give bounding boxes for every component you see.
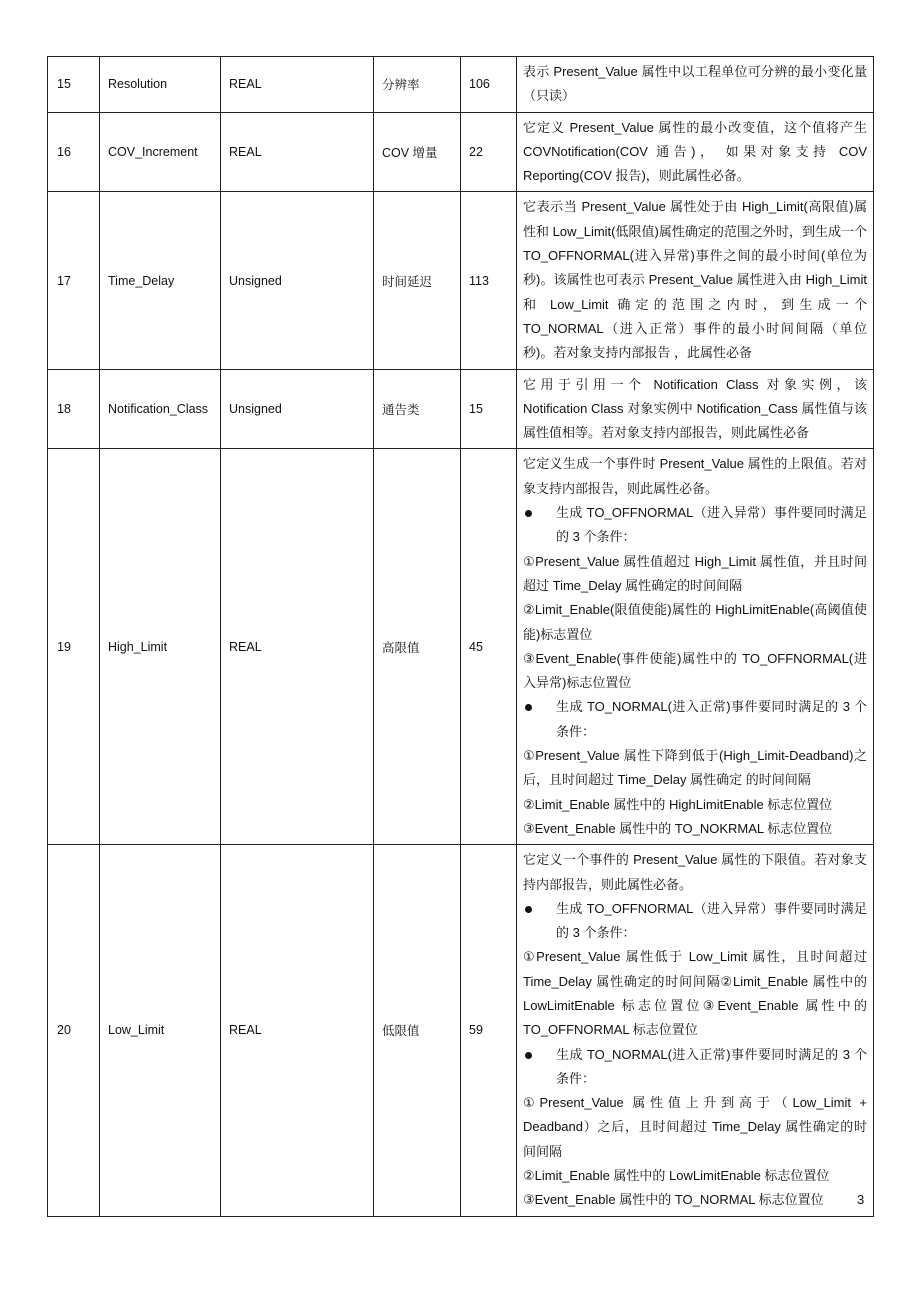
- property-number-cell: 17: [48, 192, 100, 369]
- table-body: [48, 57, 874, 1217]
- property-name-cell: Notification_Class: [100, 369, 221, 449]
- property-id-cell: 45: [461, 449, 517, 845]
- description-bullet-item: 生成 TO_NORMAL(进入正常)事件要同时满足的 3 个条件：: [523, 695, 867, 744]
- description-paragraph: ②Limit_Enable 属性中的 LowLimitEnable 标志位置位: [523, 1168, 830, 1184]
- description-paragraph: ①Present_Value 属性值超过 High_Limit 属性值，并且时间超过 Time_Delay 属性确定的时间间隔: [523, 553, 867, 593]
- property-description-cell: [517, 369, 874, 449]
- property-datatype-cell: REAL: [221, 57, 374, 113]
- table-row: [48, 845, 874, 1216]
- property-description-cell: [517, 192, 874, 369]
- property-number-cell: 15: [48, 57, 100, 113]
- table-row: [48, 449, 874, 845]
- property-number-cell: 16: [48, 112, 100, 192]
- property-id-cell: 15: [461, 369, 517, 449]
- property-datatype-cell: Unsigned: [221, 192, 374, 369]
- property-id-cell: 106: [461, 57, 517, 113]
- description-paragraph: ①Present_Value 属性低于 Low_Limit 属性，且时间超过 Time_Delay 属性确定的时间间隔②Limit_Enable 属性中的 LowLimitEnable 标志位置位③Event_Enable 属性中的 TO_OFFNORMAL 标志位置位: [523, 949, 867, 1038]
- property-number-cell: 20: [48, 845, 100, 1216]
- description-paragraph: 表示 Present_Value 属性中以工程单位可分辨的最小变化量（只读）: [523, 64, 867, 104]
- description-bullet-item: 生成 TO_OFFNORMAL（进入异常）事件要同时满足的 3 个条件：: [523, 897, 867, 946]
- description-paragraph: 它定义一个事件的 Present_Value 属性的下限值。若对象支持内部报告，则此属性必备。: [523, 852, 867, 892]
- property-chinese-name-cell: 低限值: [374, 845, 461, 1216]
- property-name-cell: COV_Increment: [100, 112, 221, 192]
- description-paragraph: ②Limit_Enable 属性中的 HighLimitEnable 标志位置位: [523, 796, 833, 812]
- property-id-cell: 113: [461, 192, 517, 369]
- property-description-cell: [517, 57, 874, 113]
- description-paragraph: 它用于引用一个 Notification Class 对象实例，该 Notification Class 对象实例中 Notification_Cass 属性值与该属性值相等。若对象支持内部报告，则此属性必备: [523, 376, 867, 441]
- description-bullet-item: 生成 TO_OFFNORMAL（进入异常）事件要同时满足的 3 个条件：: [523, 501, 867, 550]
- description-paragraph: ①Present_Value 属性值上升到高于（Low_Limit + Deadband）之后，且时间超过 Time_Delay 属性确定的时间间隔: [523, 1095, 867, 1159]
- property-name-cell: Resolution: [100, 57, 221, 113]
- property-number-cell: 18: [48, 369, 100, 449]
- property-chinese-name-cell: 通告类: [374, 369, 461, 449]
- description-paragraph: ③Event_Enable 属性中的 TO_NORMAL 标志位置位: [523, 1192, 824, 1208]
- table-row: [48, 57, 874, 113]
- description-bullet-item: 生成 TO_NORMAL(进入正常)事件要同时满足的 3 个条件：: [523, 1043, 867, 1092]
- table-row: [48, 192, 874, 369]
- description-paragraph: ①Present_Value 属性下降到低于(High_Limit-Deadband)之后，且时间超过 Time_Delay 属性确定 的时间间隔: [523, 748, 867, 788]
- property-id-cell: 22: [461, 112, 517, 192]
- property-chinese-name-cell: 分辨率: [374, 57, 461, 113]
- description-paragraph: ③Event_Enable 属性中的 TO_NOKRMAL 标志位置位: [523, 820, 833, 836]
- property-name-cell: Time_Delay: [100, 192, 221, 369]
- property-datatype-cell: REAL: [221, 449, 374, 845]
- property-chinese-name-cell: COV 增量: [374, 112, 461, 192]
- description-paragraph: ②Limit_Enable(限值使能)属性的 HighLimitEnable(高阈值使能)标志置位: [523, 602, 867, 642]
- property-id-cell: 59: [461, 845, 517, 1216]
- page-number: 3: [857, 1192, 865, 1207]
- property-description-cell: [517, 449, 874, 845]
- description-paragraph: 它表示当 Present_Value 属性处于由 High_Limit(高限值)属性和 Low_Limit(低限值)属性确定的范围之外时，到生成一个 TO_OFFNORMAL(进入异常)事件之间的最小时间(单位为秒)。该属性也可表示 Present_Value 属性进入由 High_Limit 和 Low_Limit 确定的范围之内时，到生成一个 TO_NORMAL（进入正常）事件的最小时间间隔（单位秒)。若对象支持内部报告 ，此属性必备: [523, 199, 867, 361]
- table-row: [48, 369, 874, 449]
- property-name-cell: High_Limit: [100, 449, 221, 845]
- table-row: [48, 112, 874, 192]
- property-datatype-cell: Unsigned: [221, 369, 374, 449]
- description-paragraph: ③Event_Enable(事件使能)属性中的 TO_OFFNORMAL(进入异常)标志位置位: [523, 650, 867, 691]
- description-paragraph: 它定义生成一个事件时 Present_Value 属性的上限值。若对象支持内部报告，则此属性必备。: [523, 456, 867, 496]
- description-paragraph: 它定义 Present_Value 属性的最小改变值，这个值将产生 COVNotification(COV 通告)， 如果对象支持 COV Reporting(COV 报告)，则此属性必备。: [523, 119, 867, 184]
- property-description-cell: [517, 845, 874, 1216]
- property-datatype-cell: REAL: [221, 112, 374, 192]
- property-description-cell: [517, 112, 874, 192]
- property-chinese-name-cell: 高限值: [374, 449, 461, 845]
- property-table: [47, 56, 874, 1217]
- property-name-cell: Low_Limit: [100, 845, 221, 1216]
- property-number-cell: 19: [48, 449, 100, 845]
- property-chinese-name-cell: 时间延迟: [374, 192, 461, 369]
- property-datatype-cell: REAL: [221, 845, 374, 1216]
